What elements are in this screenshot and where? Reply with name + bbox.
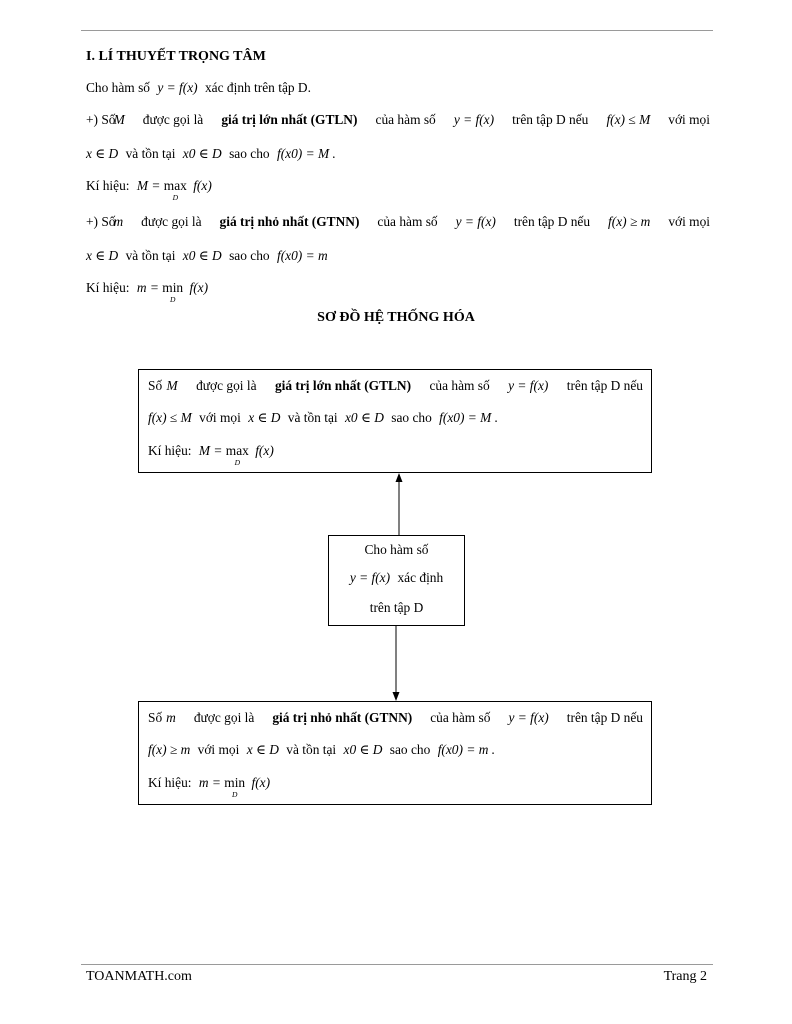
max-definition-line-1: +) Số M được gọi là giá trị lớn nhất (GTLN) của hàm số y = f(x) trên tập D nếu f(x) ≤ M với mọi: [86, 109, 710, 131]
footer-rule: [81, 964, 713, 965]
gtnn-box-line-1: Số m được gọi là giá trị nhỏ nhất (GTNN) của hàm số y = f(x) trên tập D nếu: [148, 710, 643, 725]
gtln-term: giá trị lớn nhất (GTLN): [221, 112, 358, 127]
gtln-box: [138, 369, 652, 473]
min-notation: Kí hiệu: m = min D f(x): [86, 280, 209, 304]
min-definition-line-1: +) Số m được gọi là giá trị nhỏ nhất (GTNN) của hàm số y = f(x) trên tập D nếu f(x) ≥ m với mọi: [86, 211, 710, 233]
section-title: I. LÍ THUYẾT TRỌNG TÂM: [86, 49, 266, 64]
footer-site: TOANMATH.com: [86, 969, 192, 984]
gtnn-term: giá trị nhỏ nhất (GTNN): [219, 214, 360, 229]
diagram-heading: SƠ ĐỒ HỆ THỐNG HÓA: [317, 310, 475, 325]
max-definition-line-2: x ∈ D và tồn tại x0 ∈ D sao cho f(x0) = M .: [86, 146, 336, 161]
arrow-up-head: [396, 473, 403, 482]
gtln-box-line-1: Số M được gọi là giá trị lớn nhất (GTLN) của hàm số y = f(x) trên tập D nếu: [148, 378, 643, 393]
gtln-box-line-2: f(x) ≤ M với mọi x ∈ D và tồn tại x0 ∈ D sao cho f(x0) = M .: [148, 410, 498, 425]
max-notation: Kí hiệu: M = max D f(x): [86, 178, 212, 202]
function-box-line-1: Cho hàm số: [364, 542, 429, 557]
function-box-line-3: trên tập D: [369, 600, 424, 615]
intro-formula: y = f(x): [157, 80, 198, 95]
gtnn-box: [138, 701, 652, 805]
function-box: [328, 535, 465, 626]
function-box-line-2: y = f(x) xác định: [349, 570, 444, 585]
gtnn-box-line-2: f(x) ≥ m với mọi x ∈ D và tồn tại x0 ∈ D sao cho f(x0) = m .: [148, 742, 495, 757]
min-definition-line-2: x ∈ D và tồn tại x0 ∈ D sao cho f(x0) = m: [86, 248, 328, 263]
footer-page-number: Trang 2: [663, 969, 707, 984]
gtln-box-notation: Kí hiệu: M = max D f(x): [148, 443, 274, 467]
arrow-down-head: [393, 692, 400, 701]
gtnn-box-notation: Kí hiệu: m = min D f(x): [148, 775, 271, 799]
intro-line: Cho hàm số y = f(x) xác định trên tập D.: [86, 80, 311, 95]
